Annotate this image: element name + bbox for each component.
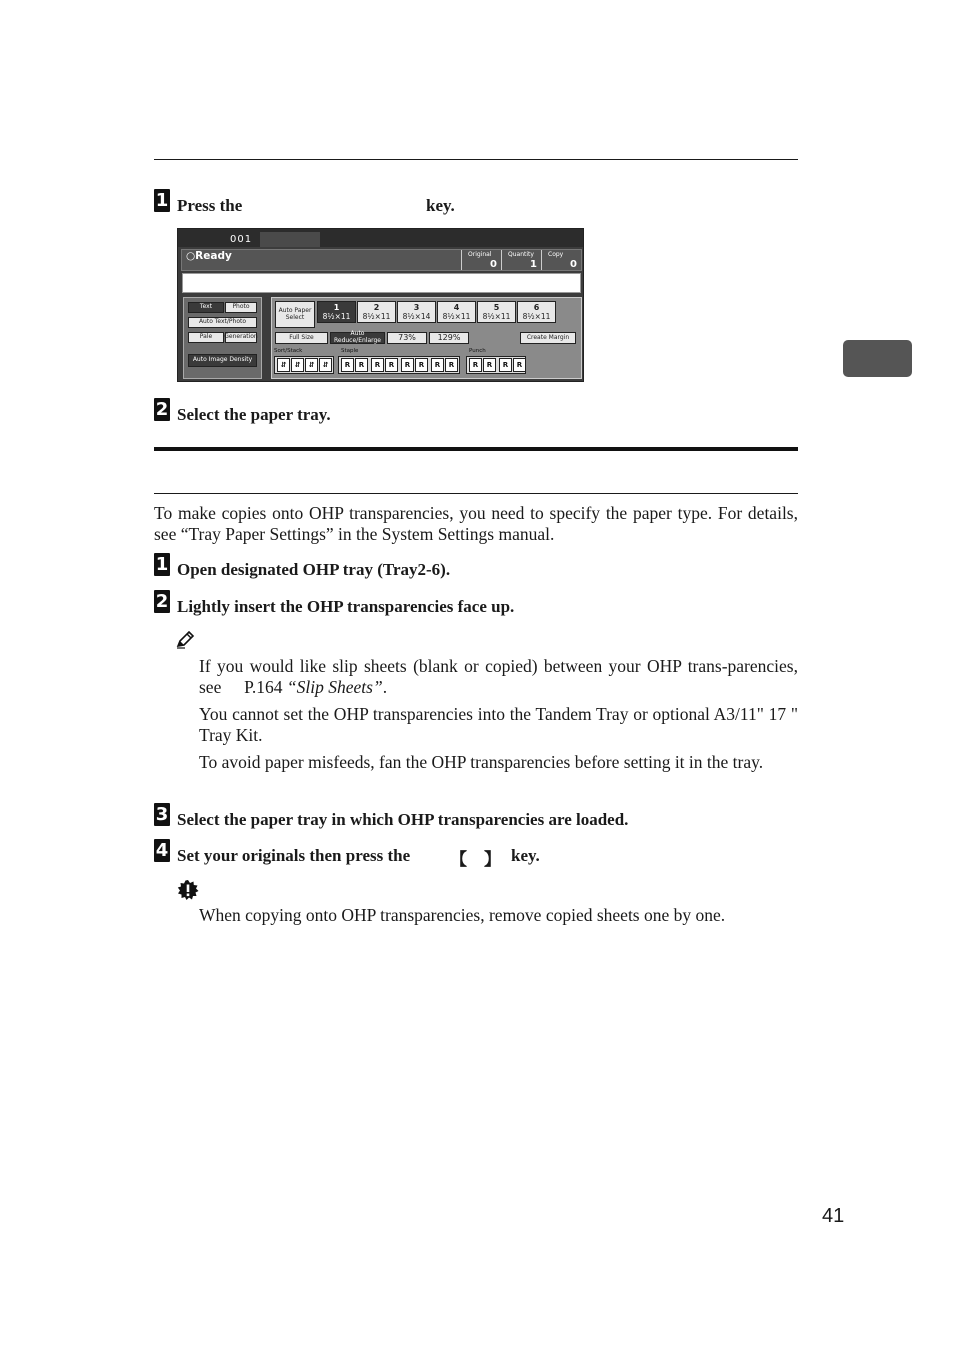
- sort-stack-group: [274, 356, 334, 374]
- step-text: Select the paper tray.: [177, 405, 331, 424]
- key-73-percent: 73%: [387, 332, 427, 344]
- tray-number: 3: [413, 303, 420, 312]
- key-auto-image-density: Auto Image Density: [188, 354, 257, 367]
- step-number: 3: [155, 804, 169, 825]
- tray-size: 8½×11: [322, 312, 351, 321]
- note-paragraph-3: To avoid paper misfeeds, fan the OHP transparencies before setting it in the tray.: [199, 752, 764, 772]
- punch-top-icon: R: [483, 358, 496, 372]
- staple-top-left-icon: R: [341, 358, 354, 372]
- note-text: If you would like slip sheets (blank or copied) between your OHP trans-parencies, see: [199, 656, 798, 697]
- tray-number: 5: [493, 303, 500, 312]
- key-bracket-open: 【: [450, 850, 467, 870]
- tray-size: 8½×11: [442, 312, 471, 321]
- note-paragraph-1: [199, 656, 798, 698]
- step-text-start: Press the: [177, 196, 243, 215]
- page-reference[interactable]: P.164: [244, 677, 283, 697]
- key-full-size: Full Size: [275, 332, 328, 344]
- tray-size: 8½×11: [482, 312, 511, 321]
- step-text: Set your originals then press the: [177, 846, 411, 865]
- tray-number: 4: [453, 303, 460, 312]
- note-paragraph-2: You cannot set the OHP transparencies into the Tandem Tray or optional A3/11" 17 " Tray Kit.: [199, 704, 798, 745]
- tray-size: 8½×11: [522, 312, 551, 321]
- staple-top-icon: R: [371, 358, 384, 372]
- key-bracket-close: 】: [484, 850, 501, 870]
- tray-number: 2: [373, 303, 380, 312]
- page-number: 41: [822, 1205, 845, 1227]
- counter-copy: [541, 250, 580, 270]
- label-punch: Punch: [469, 348, 486, 354]
- important-icon: [177, 879, 199, 901]
- tray-size: 8½×14: [402, 312, 431, 321]
- panel-tab-001: 001: [182, 232, 258, 247]
- punch-bottom-icon: R: [513, 358, 526, 372]
- counter-original: [461, 250, 500, 270]
- key-auto-text-photo: Auto Text/Photo: [188, 317, 257, 328]
- note-pencil-icon: [176, 631, 196, 649]
- step-text: Lightly insert the OHP transparencies face up.: [177, 597, 515, 616]
- panel-left-group: [183, 297, 262, 379]
- sort-rotate-icon: ⇵: [291, 358, 304, 372]
- step-number: 2: [155, 399, 169, 420]
- counter-label: Original: [468, 251, 492, 258]
- staple-top-left-angle-icon: R: [355, 358, 368, 372]
- chapter-tab: [843, 340, 912, 377]
- step-text: Select the paper tray in which OHP transparencies are loaded.: [177, 810, 629, 829]
- key-tray-4: [437, 301, 476, 323]
- key-auto-paper-select: Auto Paper Select: [275, 301, 315, 328]
- panel-tab-blank: [260, 232, 320, 247]
- counter-label: Copy: [548, 251, 564, 258]
- panel-status: ○Ready: [186, 250, 232, 262]
- staple-two-top-icon: R: [401, 358, 414, 372]
- key-create-margin: Create Margin: [520, 332, 576, 344]
- counter-quantity: [501, 250, 540, 270]
- panel-main-group: [271, 297, 582, 379]
- key-pale: Pale: [188, 332, 224, 343]
- tray-number: 1: [333, 303, 340, 312]
- key-tray-6: [517, 301, 556, 323]
- step-number: 1: [155, 190, 169, 211]
- staple-group: [338, 356, 460, 374]
- punch-right-icon: R: [499, 358, 512, 372]
- key-tray-2: [357, 301, 396, 323]
- header-rule: [154, 159, 798, 160]
- step-number: 2: [155, 591, 169, 612]
- counter-label: Quantity: [508, 251, 534, 258]
- important-paragraph: When copying onto OHP transparencies, remove copied sheets one by one.: [199, 905, 726, 925]
- key-tray-3: [397, 301, 436, 323]
- punch-group: [466, 356, 526, 374]
- key-auto-reduce-enlarge: Auto Reduce/Enlarge: [330, 332, 385, 344]
- step-number: 1: [155, 554, 169, 575]
- note-period: .: [382, 677, 388, 697]
- key-text: Text: [188, 302, 224, 313]
- key-tray-5: [477, 301, 516, 323]
- step-text: Open designated OHP tray (Tray2-6).: [177, 560, 451, 579]
- counter-value: 1: [530, 259, 537, 270]
- punch-left-icon: R: [469, 358, 482, 372]
- intro-paragraph: To make copies onto OHP transparencies, you need to specify the paper type. For details, see “Tray Paper Settings” in the System Settings manual.: [154, 503, 798, 544]
- stack-icon: ⇵: [305, 358, 318, 372]
- reference-title[interactable]: “Slip Sheets”: [286, 677, 383, 697]
- staple-center-icon: R: [445, 358, 458, 372]
- step-text-end: key.: [511, 846, 540, 865]
- counter-value: 0: [490, 259, 497, 270]
- key-photo: Photo: [225, 302, 257, 313]
- counter-value: 0: [570, 259, 577, 270]
- key-tray-1: [317, 301, 356, 323]
- section-rule-thick: [154, 447, 798, 451]
- label-staple: Staple: [341, 348, 359, 354]
- section-rule: [154, 493, 798, 494]
- tray-number: 6: [533, 303, 540, 312]
- key-129-percent: 129%: [429, 332, 469, 344]
- step-text: [177, 196, 242, 216]
- panel-status-text: Ready: [195, 250, 232, 262]
- stack-rotate-icon: ⇵: [319, 358, 332, 372]
- panel-message-bar: [182, 273, 581, 293]
- step-number: 4: [155, 840, 169, 861]
- tray-size: 8½×11: [362, 312, 391, 321]
- sort-icon: ⇵: [277, 358, 290, 372]
- key-generation: Generation: [225, 332, 257, 343]
- staple-two-right-icon: R: [431, 358, 444, 372]
- copier-panel-screen: [177, 228, 584, 382]
- label-sort-stack: Sort/Stack: [274, 348, 303, 354]
- step-text-end: key.: [426, 196, 455, 215]
- staple-two-left-icon: R: [415, 358, 428, 372]
- staple-top-right-icon: R: [385, 358, 398, 372]
